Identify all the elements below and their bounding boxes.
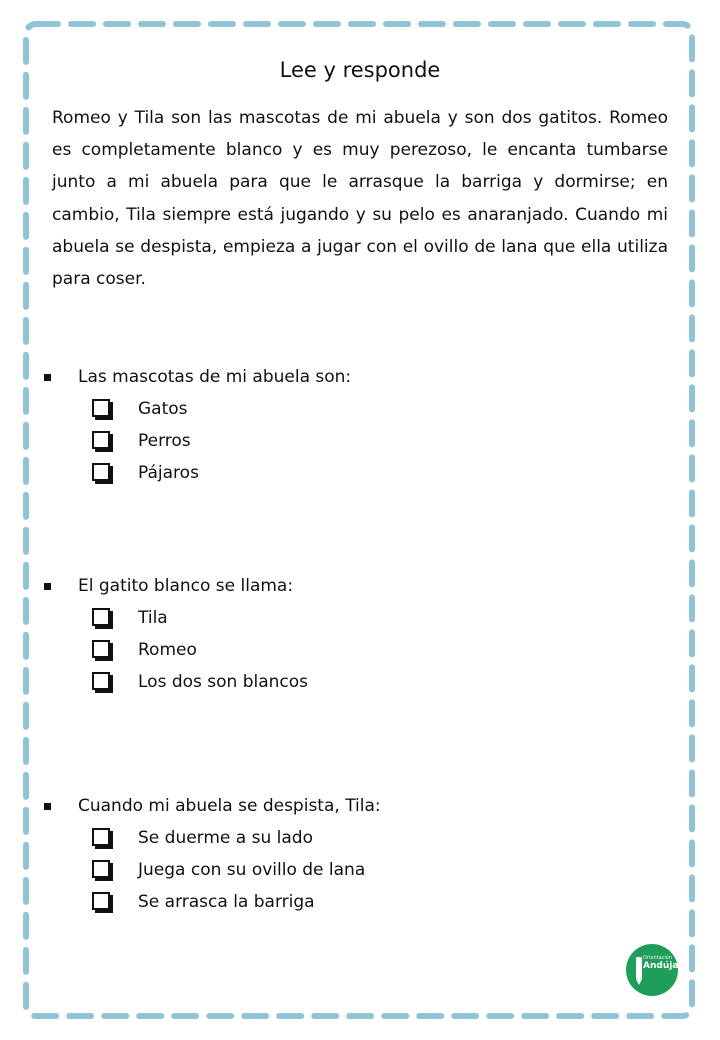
- answer-option[interactable]: [44, 859, 664, 891]
- square-bullet-icon: [44, 583, 51, 590]
- option-label: Gatos: [138, 399, 188, 419]
- answer-option[interactable]: [44, 827, 664, 859]
- pencil-icon: [636, 957, 642, 979]
- question-1: [44, 366, 664, 494]
- answer-option[interactable]: [44, 891, 664, 923]
- question-text: Las mascotas de mi abuela son:: [78, 367, 352, 387]
- reading-passage: Romeo y Tila son las mascotas de mi abuela y son dos gatitos. Romeo es completamente blanco y es muy perezoso, le encanta tumbarse junto a mi abuela para que le arrasque la barriga y dormirse; en cambio, Tila siempre está jugando y su pelo es anaranjado. Cuando mi abuela se despista, empieza a jugar con el ovillo de lana que ella utiliza para coser.: [52, 108, 668, 290]
- question-row: [44, 366, 664, 398]
- checkbox-icon[interactable]: [92, 431, 110, 449]
- option-label: Se duerme a su lado: [138, 828, 313, 848]
- checkbox-icon[interactable]: [92, 608, 110, 626]
- answer-option[interactable]: [44, 398, 664, 430]
- orientacion-andujar-logo: [626, 944, 683, 996]
- checkbox-icon[interactable]: [92, 860, 110, 878]
- question-text: El gatito blanco se llama:: [78, 576, 294, 596]
- answer-option[interactable]: [44, 671, 664, 703]
- option-label: Pájaros: [138, 463, 199, 483]
- answer-option[interactable]: [44, 639, 664, 671]
- square-bullet-icon: [44, 374, 51, 381]
- option-label: Perros: [138, 431, 191, 451]
- answer-option[interactable]: [44, 430, 664, 462]
- question-3: [44, 795, 664, 923]
- question-row: [44, 575, 664, 607]
- checkbox-icon[interactable]: [92, 672, 110, 690]
- option-label: Romeo: [138, 640, 197, 660]
- logo-brand-text: Andújar: [643, 961, 683, 971]
- option-label: Tila: [138, 608, 168, 628]
- checkbox-icon[interactable]: [92, 640, 110, 658]
- checkbox-icon[interactable]: [92, 463, 110, 481]
- checkbox-icon[interactable]: [92, 828, 110, 846]
- logo-small-text: Orientación: [643, 955, 673, 961]
- option-label: Los dos son blancos: [138, 672, 309, 692]
- checkbox-icon[interactable]: [92, 892, 110, 910]
- answer-option[interactable]: [44, 607, 664, 639]
- square-bullet-icon: [44, 803, 51, 810]
- answer-option[interactable]: [44, 462, 664, 494]
- checkbox-icon[interactable]: [92, 399, 110, 417]
- option-label: Se arrasca la barriga: [138, 892, 315, 912]
- question-text: Cuando mi abuela se despista, Tila:: [78, 796, 381, 816]
- question-row: [44, 795, 664, 827]
- question-2: [44, 575, 664, 703]
- option-label: Juega con su ovillo de lana: [138, 860, 366, 880]
- worksheet-title: Lee y responde: [279, 58, 441, 82]
